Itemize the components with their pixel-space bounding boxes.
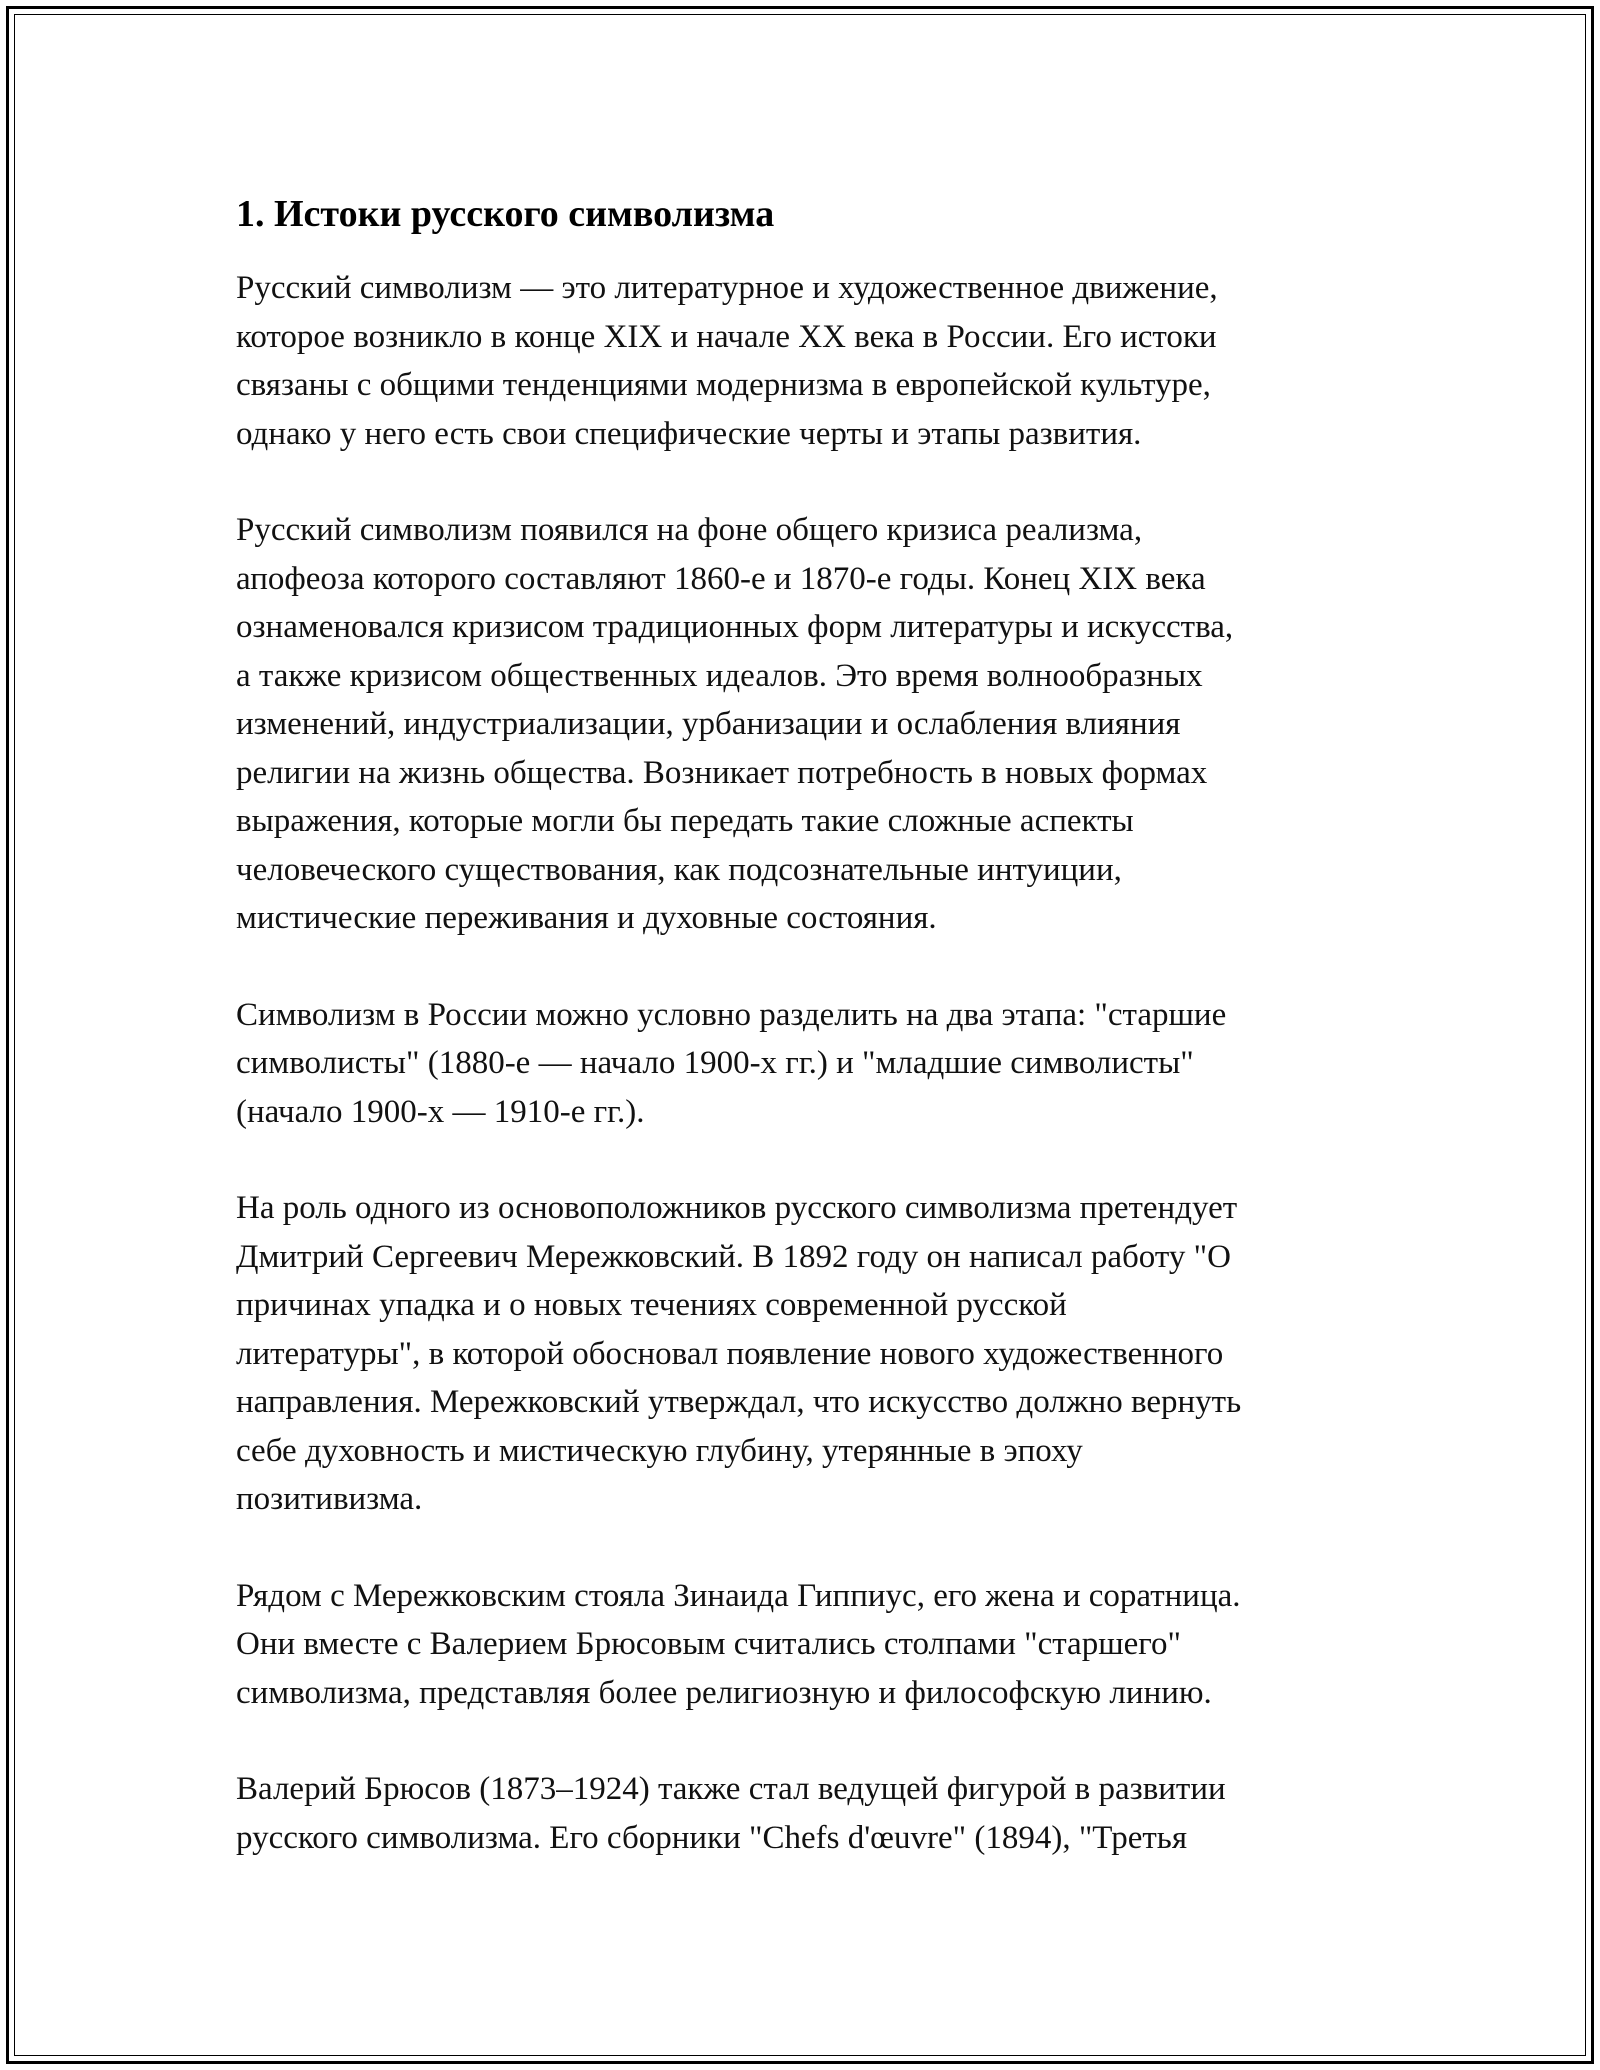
text-line: символисты" (1880-е — начало 1900-х гг.) и "младшие символисты"	[236, 1045, 1194, 1081]
text-line: На роль одного из основоположников русского символизма претендует	[236, 1190, 1238, 1226]
text-line: литературы", в которой обосновал появление нового художественного	[236, 1335, 1224, 1372]
text-line: причинах упадка и о новых течениях современной русской	[236, 1287, 1067, 1323]
text-line: однако у него есть свои специфические черты и этапы развития.	[236, 415, 1142, 452]
paragraph-6	[236, 1765, 1376, 1862]
text-line: себе духовность и мистическую глубину, утерянные в эпоху	[236, 1432, 1083, 1469]
text-line: символизма, представляя более религиозную и философскую линию.	[236, 1674, 1212, 1711]
paragraph-1	[236, 264, 1376, 458]
text-line: выражения, которые могли бы передать такие сложные аспекты	[236, 803, 1134, 839]
text-line: религии на жизнь общества. Возникает потребность в новых формах	[236, 754, 1208, 791]
paragraph-2	[236, 506, 1376, 943]
text-line: Дмитрий Сергеевич Мережковский. В 1892 году он написал работу "О	[236, 1238, 1231, 1275]
text-line: апофеоза которого составляют 1860-е и 1870-е годы. Конец XIX века	[236, 560, 1206, 597]
text-line: связаны с общими тенденциями модернизма в европейской культуре,	[236, 367, 1211, 403]
text-line: Валерий Брюсов (1873–1924) также стал ведущей фигурой в развитии	[236, 1771, 1226, 1807]
paragraph-5	[236, 1572, 1376, 1718]
text-line: позитивизма.	[236, 1481, 423, 1517]
text-line: направления. Мережковский утверждал, что искусство должно вернуть	[236, 1384, 1242, 1420]
text-line: ознаменовался кризисом традиционных форм литературы и искусства,	[236, 609, 1234, 645]
text-line: Русский символизм — это литературное и художественное движение,	[236, 270, 1218, 306]
text-line: Русский символизм появился на фоне общего кризиса реализма,	[236, 512, 1143, 548]
text-line: (начало 1900-х — 1910-е гг.).	[236, 1093, 645, 1130]
text-line: которое возникло в конце XIX и начале XX века в России. Его истоки	[236, 318, 1217, 355]
section-heading: 1. Истоки русского символизма	[236, 193, 775, 235]
paragraph-4	[236, 1184, 1376, 1524]
text-line: Они вместе с Валерием Брюсовым считались столпами "старшего"	[236, 1626, 1181, 1662]
text-line: изменений, индустриализации, урбанизации и ослабления влияния	[236, 706, 1181, 742]
paragraph-3	[236, 991, 1376, 1137]
text-line: русского символизма. Его сборники "Chefs d'œuvre" (1894), "Третья	[236, 1819, 1188, 1856]
text-line: а также кризисом общественных идеалов. Это время волнообразных	[236, 657, 1203, 694]
document-body	[236, 186, 1376, 1910]
text-line: человеческого существования, как подсознательные интуиции,	[236, 851, 1122, 888]
text-line: Рядом с Мережковским стояла Зинаида Гиппиус, его жена и соратница.	[236, 1577, 1241, 1614]
text-line: мистические переживания и духовные состояния.	[236, 900, 937, 936]
text-line: Символизм в России можно условно разделить на два этапа: "старшие	[236, 996, 1227, 1033]
